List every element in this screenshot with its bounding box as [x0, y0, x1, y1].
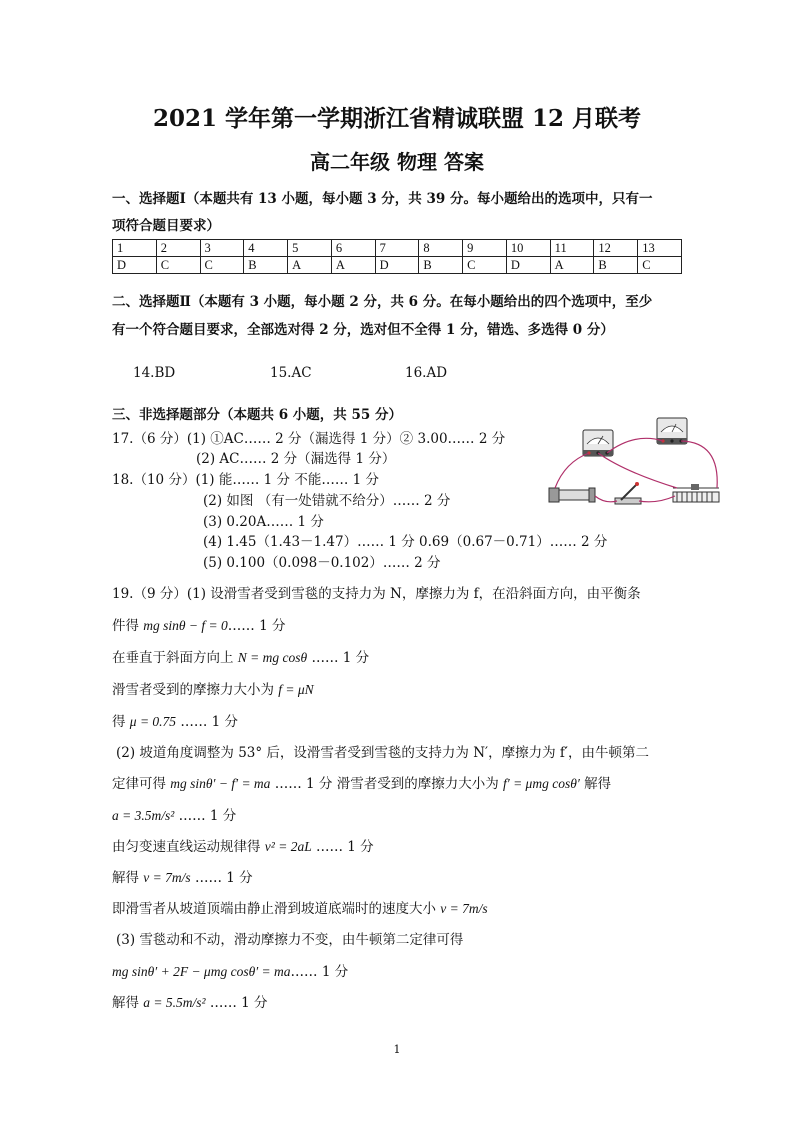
q19-line13	[112, 960, 348, 980]
q19-equation-equilibrium: mg sinθ − f = 0	[143, 618, 228, 633]
answer-14: 14.BD	[133, 365, 176, 381]
q19-line4-text: 滑雪者受到的摩擦力大小为	[112, 682, 279, 698]
answer-cell: D	[375, 257, 419, 274]
q19-equation-acceleration: a = 3.5m/s²	[112, 808, 175, 823]
q19-equation-friction2: f′ = μmg cosθ′	[502, 776, 580, 791]
question-number-cell: 6	[331, 240, 375, 257]
question-number-cell: 12	[594, 240, 638, 257]
q19-line9-text: 由匀变速直线运动规律得	[112, 839, 265, 855]
answer-cell: D	[506, 257, 550, 274]
q19-line14-score: …… 1 分	[205, 995, 268, 1011]
battery-icon	[549, 488, 595, 502]
q19-line5-text: 得	[112, 714, 130, 730]
question-number-cell: 8	[419, 240, 463, 257]
page-subtitle: 高二年级 物理 答案	[310, 150, 484, 174]
question-number-cell: 1	[113, 240, 157, 257]
answer-cell: B	[419, 257, 463, 274]
q19-equation-acceleration-final: a = 5.5m/s²	[143, 995, 206, 1010]
answer-cell: C	[463, 257, 507, 274]
q19-line2-text: 件得	[112, 618, 144, 634]
question-number-cell: 7	[375, 240, 419, 257]
q19-line9	[112, 835, 374, 855]
q19-equation-velocity-final: v = 7m/s	[440, 901, 488, 916]
q19-equation-newton: mg sinθ′ − f′ = ma	[170, 776, 271, 791]
q19-line11-text: 即滑雪者从坡道顶端由静止滑到坡道底端时的速度大小	[112, 901, 441, 917]
question-number-cell: 3	[200, 240, 244, 257]
section2-heading-line1: 二、选择题Ⅱ（本题有 3 小题，每小题 2 分，共 6 分。在每小题给出的四个选项中，至少	[112, 294, 653, 310]
q19-equation-mu: μ = 0.75	[129, 714, 177, 729]
q19-line5	[112, 710, 238, 730]
answer-cell: C	[156, 257, 200, 274]
answer-cell: D	[113, 257, 157, 274]
page-title: 2021 学年第一学期浙江省精诚联盟 12 月联考	[152, 105, 642, 132]
section1-heading-line1: 一、选择题Ⅰ（本题共有 13 小题，每小题 3 分，共 39 分。每小题给出的选项中，只有一	[112, 191, 653, 207]
q17-line1: 17.（6 分）(1) ①AC…… 2 分（漏选得 1 分）② 3.00…… 2 分	[112, 431, 506, 447]
answer-table	[112, 239, 682, 274]
answer-table-number-row	[113, 240, 682, 257]
q19-equation-friction: f = μN	[278, 682, 314, 697]
answer-cell: C	[200, 257, 244, 274]
q19-line3-score: …… 1 分	[307, 650, 370, 666]
q19-line7-text: 定律可得	[112, 776, 171, 792]
q19-line14	[112, 991, 268, 1011]
q19-line8	[112, 804, 236, 824]
answer-cell: A	[288, 257, 332, 274]
page-number: 1	[393, 1043, 401, 1056]
q19-line10	[112, 866, 253, 886]
section2-heading-line2: 有一个符合题目要求，全部选对得 2 分，选对但不全得 1 分，错选、多选得 0 分）	[112, 322, 614, 338]
q18-line5: (5) 0.100（0.098－0.102）…… 2 分	[203, 555, 441, 571]
q18-line4: (4) 1.45（1.43－1.47）…… 1 分 0.69（0.67－0.71）…… 2 分	[203, 534, 608, 550]
q19-line3	[112, 646, 369, 666]
q19-line2	[112, 614, 285, 634]
q19-line7-mid: …… 1 分 滑雪者受到的摩擦力大小为	[270, 776, 503, 792]
answer-cell: A	[550, 257, 594, 274]
q19-line12: (3) 雪毯动和不动，滑动摩擦力不变，由牛顿第二定律可得	[116, 932, 464, 948]
rheostat-icon	[673, 484, 719, 502]
q18-line2: (2) 如图 （有一处错就不给分）…… 2 分	[203, 493, 451, 509]
question-number-cell: 11	[550, 240, 594, 257]
answer-16: 16.AD	[405, 365, 448, 381]
q19-line5-score: …… 1 分	[176, 714, 239, 730]
q19-line6: (2) 坡道角度调整为 53° 后，设滑雪者受到雪毯的支持力为 N′，摩擦力为 f′，由牛顿第二	[116, 745, 649, 761]
q19-equation-normal-force: N = mg cosθ	[237, 650, 308, 665]
switch-icon	[615, 482, 641, 504]
q19-equation-newton3: mg sinθ′ + 2F − μmg cosθ′ = ma	[112, 964, 291, 979]
q19-line7	[112, 772, 611, 792]
q19-line10-text: 解得	[112, 870, 144, 886]
question-number-cell: 13	[638, 240, 682, 257]
q19-line3-text: 在垂直于斜面方向上	[112, 650, 238, 666]
q19-line10-score: …… 1 分	[190, 870, 253, 886]
q19-line2-score: …… 1 分	[227, 618, 286, 634]
q19-line7-end: 解得	[579, 776, 612, 792]
circuit-diagram	[545, 412, 725, 512]
answer-cell: A	[331, 257, 375, 274]
answer-cell: C	[638, 257, 682, 274]
answer-cell: B	[594, 257, 638, 274]
q19-equation-velocity: v = 7m/s	[143, 870, 191, 885]
question-number-cell: 9	[463, 240, 507, 257]
answer-cell: B	[244, 257, 288, 274]
q19-line1: 19.（9 分）(1) 设滑雪者受到雪毯的支持力为 N，摩擦力为 f，在沿斜面方向，由平衡条	[112, 586, 641, 602]
section1-heading-line2: 项符合题目要求）	[112, 218, 220, 234]
q19-equation-kinematics: v² = 2aL	[264, 839, 312, 854]
question-number-cell: 5	[288, 240, 332, 257]
answer-15: 15.AC	[270, 365, 312, 381]
q19-line13-score: …… 1 分	[290, 964, 349, 980]
q19-line9-score: …… 1 分	[311, 839, 374, 855]
question-number-cell: 2	[156, 240, 200, 257]
q19-line4	[112, 678, 314, 698]
q18-line3: (3) 0.20A…… 1 分	[203, 514, 324, 530]
q17-line2: (2) AC…… 2 分（漏选得 1 分）	[196, 451, 396, 467]
answer-table-answer-row	[113, 257, 682, 274]
q19-line14-text: 解得	[112, 995, 144, 1011]
q19-line11	[112, 897, 488, 917]
q18-line1: 18.（10 分）(1) 能…… 1 分 不能…… 1 分	[112, 472, 379, 488]
q19-line8-score: …… 1 分	[174, 808, 237, 824]
question-number-cell: 4	[244, 240, 288, 257]
question-number-cell: 10	[506, 240, 550, 257]
section3-heading: 三、非选择题部分（本题共 6 小题，共 55 分）	[112, 407, 402, 423]
